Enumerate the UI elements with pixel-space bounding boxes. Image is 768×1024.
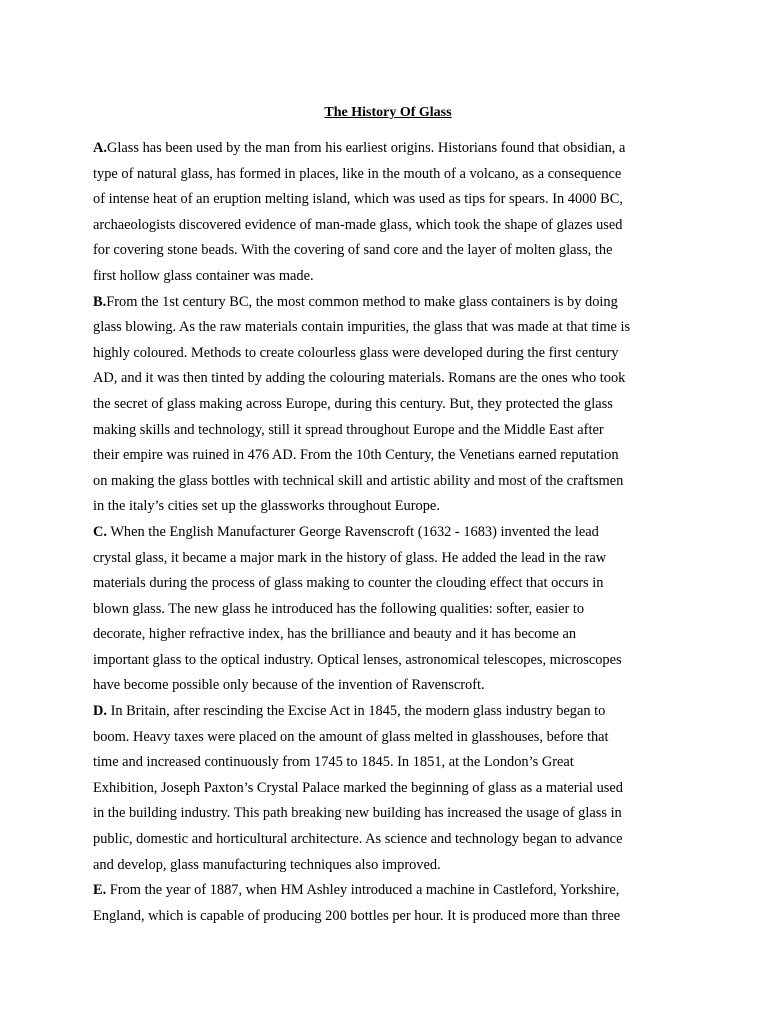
line-text: In Britain, after rescinding the Excise Act in 1845, the modern glass industry began to [107,703,606,720]
paragraph-b [93,290,683,520]
paragraph-a [93,136,683,290]
paragraph-e [93,878,683,929]
paragraph-line: glass blowing. As the raw materials contain impurities, the glass that was made at that time is [93,319,631,336]
line-text: From the year of 1887, when HM Ashley introduced a machine in Castleford, Yorkshire, [106,882,620,899]
paragraph-marker: C. [93,523,107,540]
paragraph-line: decorate, higher refractive index, has the brilliance and beauty and it has become an [93,626,577,643]
paragraph-line [93,520,683,546]
document-title: The History Of Glass [324,105,452,120]
paragraph-line [93,878,683,904]
line-text: Glass has been used by the man from his earliest origins. Historians found that obsidian, a [107,140,626,156]
paragraph-line: in the building industry. This path breaking new building has increased the usage of glass in [93,805,622,822]
paragraph-line: important glass to the optical industry. Optical lenses, astronomical telescopes, microscopes [93,651,622,668]
paragraph-line: blown glass. The new glass he introduced has the following qualities: softer, easier to [93,600,585,617]
paragraph-line [93,136,683,162]
paragraph-d [93,699,683,878]
paragraph-line: crystal glass, it became a major mark in the history of glass. He added the lead in the raw [93,549,607,566]
paragraph-marker: E. [93,882,107,899]
paragraph-marker: D. [93,703,107,720]
paragraph-line: archaeologists discovered evidence of man-made glass, which took the shape of glazes used [93,216,623,233]
document-page [93,104,683,929]
paragraph-line: and develop, glass manufacturing techniques also improved. [93,856,441,873]
paragraph-line: first hollow glass container was made. [93,267,314,284]
paragraph-line: for covering stone beads. With the covering of sand core and the layer of molten glass, the [93,242,613,259]
paragraph-line: public, domestic and horticultural architecture. As science and technology began to advance [93,831,623,848]
paragraph-marker: A. [93,140,107,156]
paragraph-line: the secret of glass making across Europe, during this century. But, they protected the glass [93,395,613,412]
line-text: When the English Manufacturer George Ravenscroft (1632 - 1683) invented the lead [107,523,599,540]
paragraph-line: have become possible only because of the invention of Ravenscroft. [93,677,485,694]
paragraph-line: AD, and it was then tinted by adding the colouring materials. Romans are the ones who took [93,370,626,387]
paragraph-line: materials during the process of glass making to counter the clouding effect that occurs in [93,575,604,592]
paragraph-line: making skills and technology, still it spread throughout Europe and the Middle East after [93,421,604,438]
paragraph-c [93,520,683,699]
paragraph-line: of intense heat of an eruption melting island, which was used as tips for spears. In 4000 BC, [93,191,623,208]
paragraph-line: Exhibition, Joseph Paxton’s Crystal Palace marked the beginning of glass as a material used [93,779,623,796]
paragraph-line [93,290,683,316]
paragraph-line [93,699,683,725]
paragraph-line: highly coloured. Methods to create colourless glass were developed during the first century [93,344,619,361]
paragraph-line: time and increased continuously from 1745 to 1845. In 1851, at the London’s Great [93,754,574,771]
paragraph-line: type of natural glass, has formed in places, like in the mouth of a volcano, as a consequence [93,165,622,182]
paragraph-marker: B. [93,293,107,310]
paragraph-line: England, which is capable of producing 200 bottles per hour. It is produced more than three [93,907,621,924]
paragraph-line: their empire was ruined in 476 AD. From the 10th Century, the Venetians earned reputation [93,447,619,464]
line-text: From the 1st century BC, the most common method to make glass containers is by doing [106,293,618,310]
paragraph-line: boom. Heavy taxes were placed on the amount of glass melted in glasshouses, before that [93,728,609,745]
paragraph-line: in the italy’s cities set up the glassworks throughout Europe. [93,498,440,515]
paragraph-line: on making the glass bottles with technical skill and artistic ability and most of the craftsmen [93,472,624,489]
